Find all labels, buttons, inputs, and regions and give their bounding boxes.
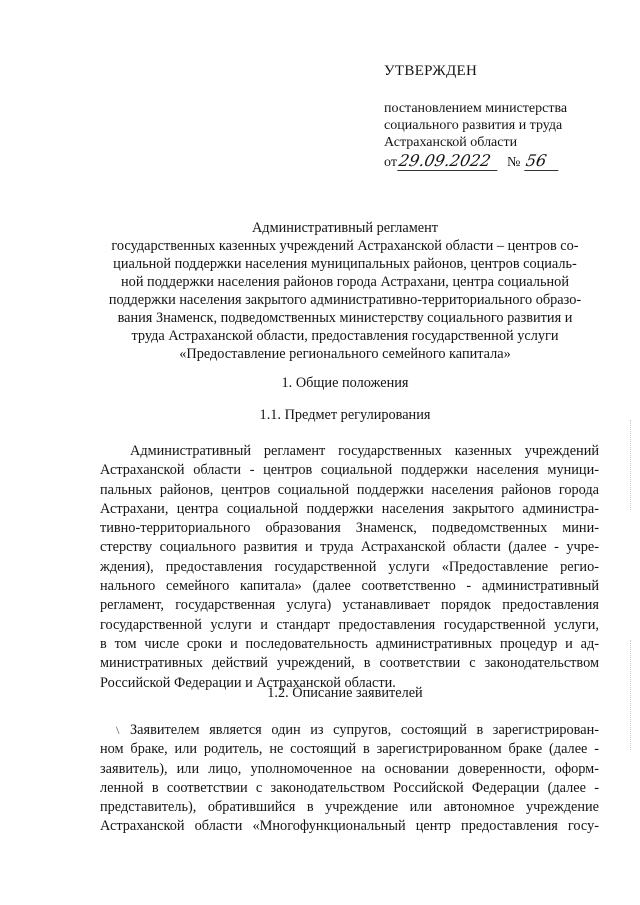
paragraph-line: государственной услуги и стандарт предоставления государственной услуги,	[100, 616, 599, 633]
paragraph-line: ждения), предоставления государственной услуги «Предоставление регио-	[100, 558, 599, 575]
title-line: циальной поддержки населения муниципальных районов, центров социаль-	[113, 256, 577, 272]
approval-title: УТВЕРЖДЕН	[384, 63, 478, 79]
paragraph-line: Астраханской области - центров социальной поддержки населения муници-	[100, 462, 599, 479]
scan-margin-dots	[630, 420, 632, 510]
title-line: «Предоставление регионального семейного капитала»	[179, 346, 511, 362]
paragraph-line: в том числе сроки и последовательность административных процедур и ад-	[100, 635, 599, 652]
handwritten-date: 29.09.2022	[397, 151, 501, 171]
title-line: труда Астраханской области, предоставления государственной услуги	[131, 328, 559, 344]
title-line: ной поддержки населения районов города Астрахани, центра социальной	[121, 274, 569, 290]
paragraph-line: ленной в соответствии с законодательством Российской Федерации (далее -	[100, 779, 599, 796]
date-prefix: от	[384, 155, 397, 170]
paragraph-line: тивно-территориального образования Знаменск, подведомственных мини-	[100, 520, 599, 537]
paragraph-line: ном браке, или родитель, не состоящий в зарегистрированном браке (далее -	[100, 741, 599, 758]
approval-lines	[384, 100, 624, 171]
approval-line: постановлением министерства	[384, 101, 568, 116]
title-line: государственных казенных учреждений Астраханской области – центров со-	[111, 238, 579, 254]
section-heading: 1. Общие положения	[281, 375, 409, 391]
title-line: поддержки населения закрытого административно-территориального образо-	[108, 292, 582, 308]
paragraph-line: представитель), обратившийся в учреждение или автономное учреждение	[100, 799, 599, 816]
paragraph-line: Астрахани, центра социальной поддержки населения закрытого администра-	[100, 500, 599, 517]
title-line: вания Знаменск, подведомственных министерству социального развития и	[117, 310, 573, 326]
number-label: №	[506, 155, 521, 170]
document-title	[80, 219, 610, 363]
approval-line: социального развития и труда	[384, 118, 563, 133]
paragraph-line: \ Заявителем является один из супругов, состоящий в зарегистрирован-	[100, 721, 599, 740]
paragraph-line: нального семейного капитала» (далее соответственно - административный	[100, 578, 599, 595]
title-line: Административный регламент	[251, 220, 439, 236]
pen-mark-icon: \	[116, 723, 120, 737]
paragraph-line: заявитель), или лицо, уполномоченное на основании доверенности, оформ-	[100, 760, 599, 777]
handwritten-number: 56	[525, 151, 563, 171]
scan-margin-dots	[630, 640, 632, 750]
subject-paragraph	[100, 442, 599, 693]
subsection-heading: 1.1. Предмет регулирования	[259, 407, 431, 423]
approval-date-line	[384, 151, 624, 171]
paragraph-line: стерству социального развития и труда Астраханской области (далее - учре-	[100, 539, 599, 556]
paragraph-line: регламент, государственная услуга) устанавливает порядок предоставления	[100, 597, 599, 614]
paragraph-line: пальных районов, центров социальной поддержки населения районов города	[100, 481, 599, 498]
paragraph-line: Административный регламент государственных казенных учреждений	[130, 443, 599, 459]
approval-stamp	[384, 62, 624, 171]
paragraph-line: министративных действий учреждений, в соответствии с законодательством	[100, 655, 599, 672]
applicants-paragraph	[100, 721, 599, 837]
paragraph-line: Астраханской области «Многофункциональный центр предоставления госу-	[100, 818, 599, 835]
paragraph-line: Российской Федерации и Астраханской области.	[100, 674, 396, 691]
approval-line: Астраханской области	[384, 135, 518, 150]
subsection-heading: 1.2. Описание заявителей	[267, 685, 423, 701]
